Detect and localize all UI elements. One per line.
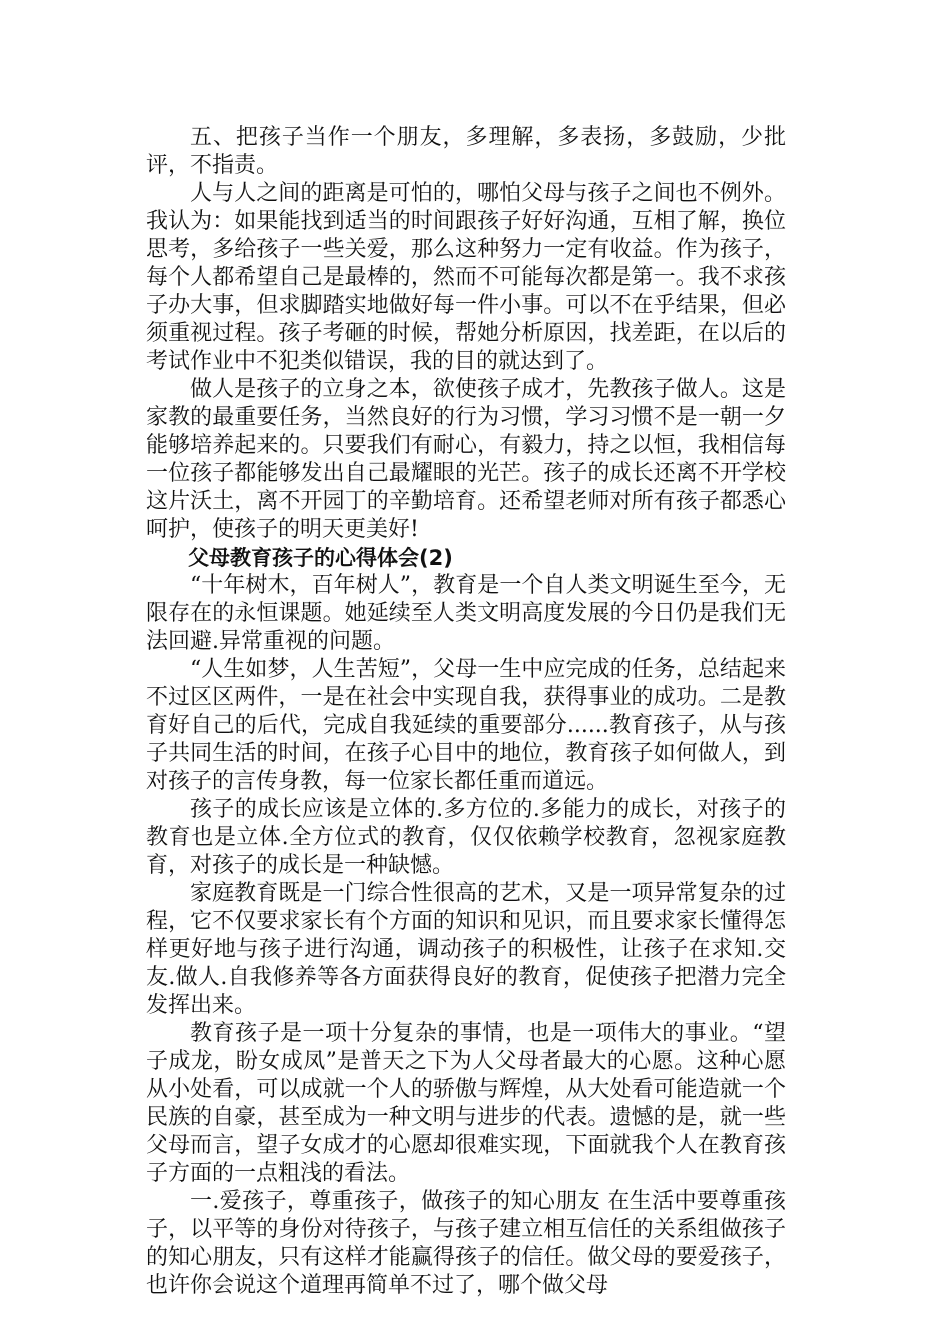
paragraph: 家庭教育既是一门综合性很高的艺术，又是一项异常复杂的过程，它不仅要求家长有个方面的知识和见识，而且要求家长懂得怎样更好地与孩子进行沟通，调动孩子的积极性，让孩子在求知.交友.做人.自我修养等各方面获得良好的教育，促使孩子把潜力完全发挥出来。 xyxy=(146,881,786,1018)
paragraph: “十年树木，百年树人”，教育是一个自人类文明诞生至今，无限存在的永恒课题。她延续至人类文明高度发展的今日仍是我们无法回避.异常重视的问题。 xyxy=(146,573,786,654)
paragraph: 人与人之间的距离是可怕的，哪怕父母与孩子之间也不例外。我认为：如果能找到适当的时间跟孩子好好沟通，互相了解，换位思考，多给孩子一些关爱，那么这种努力一定有收益。作为孩子，每个人都希望自己是最棒的，然而不可能每次都是第一。我不求孩子办大事，但求脚踏实地做好每一件小事。可以不在乎结果，但必须重视过程。孩子考砸的时候，帮她分析原因，找差距，在以后的考试作业中不犯类似错误，我的目的就达到了。 xyxy=(146,181,786,374)
paragraph: 五、把孩子当作一个朋友，多理解，多表扬，多鼓励，少批评，不指责。 xyxy=(146,125,786,178)
section-heading: 父母教育孩子的心得体会(2) xyxy=(188,546,453,570)
paragraph: 一.爱孩子，尊重孩子，做孩子的知心朋友 在生活中要尊重孩子，以平等的身份对待孩子，与孩子建立相互信任的关系组做孩子的知心朋友，只有这样才能赢得孩子的信任。做父母的要爱孩子，也许你会说这个道理再简单不过了，哪个做父母 xyxy=(146,1189,786,1298)
paragraph: “人生如梦，人生苦短”，父母一生中应完成的任务，总结起来不过区区两件，一是在社会中实现自我，获得事业的成功。二是教育好自己的后代，完成自我延续的重要部分......教育孩子，从与孩子共同生活的时间，在孩子心目中的地位，教育孩子如何做人，到对孩子的言传身教，每一位家长都任重而道远。 xyxy=(146,657,786,794)
paragraph: 教育孩子是一项十分复杂的事情，也是一项伟大的事业。“望子成龙，盼女成凤”是普天之下为人父母者最大的心愿。这种心愿从小处看，可以成就一个人的骄傲与辉煌，从大处看可能造就一个民族的自豪，甚至成为一种文明与进步的代表。遗憾的是，就一些父母而言，望子女成才的心愿却很难实现，下面就我个人在教育孩子方面的一点粗浅的看法。 xyxy=(146,1021,786,1186)
document-body xyxy=(146,124,786,1300)
paragraph: 孩子的成长应该是立体的.多方位的.多能力的成长，对孩子的教育也是立体.全方位式的教育，仅仅依赖学校教育，忽视家庭教育，对孩子的成长是一种缺憾。 xyxy=(146,797,786,878)
paragraph: 做人是孩子的立身之本，欲使孩子成才，先教孩子做人。这是家教的最重要任务，当然良好的行为习惯，学习习惯不是一朝一夕能够培养起来的。只要我们有耐心，有毅力，持之以恒，我相信每一位孩子都能够发出自己最耀眼的光芒。孩子的成长还离不开学校这片沃土，离不开园丁的辛勤培育。还希望老师对所有孩子都悉心呵护，使孩子的明天更美好! xyxy=(146,377,786,542)
